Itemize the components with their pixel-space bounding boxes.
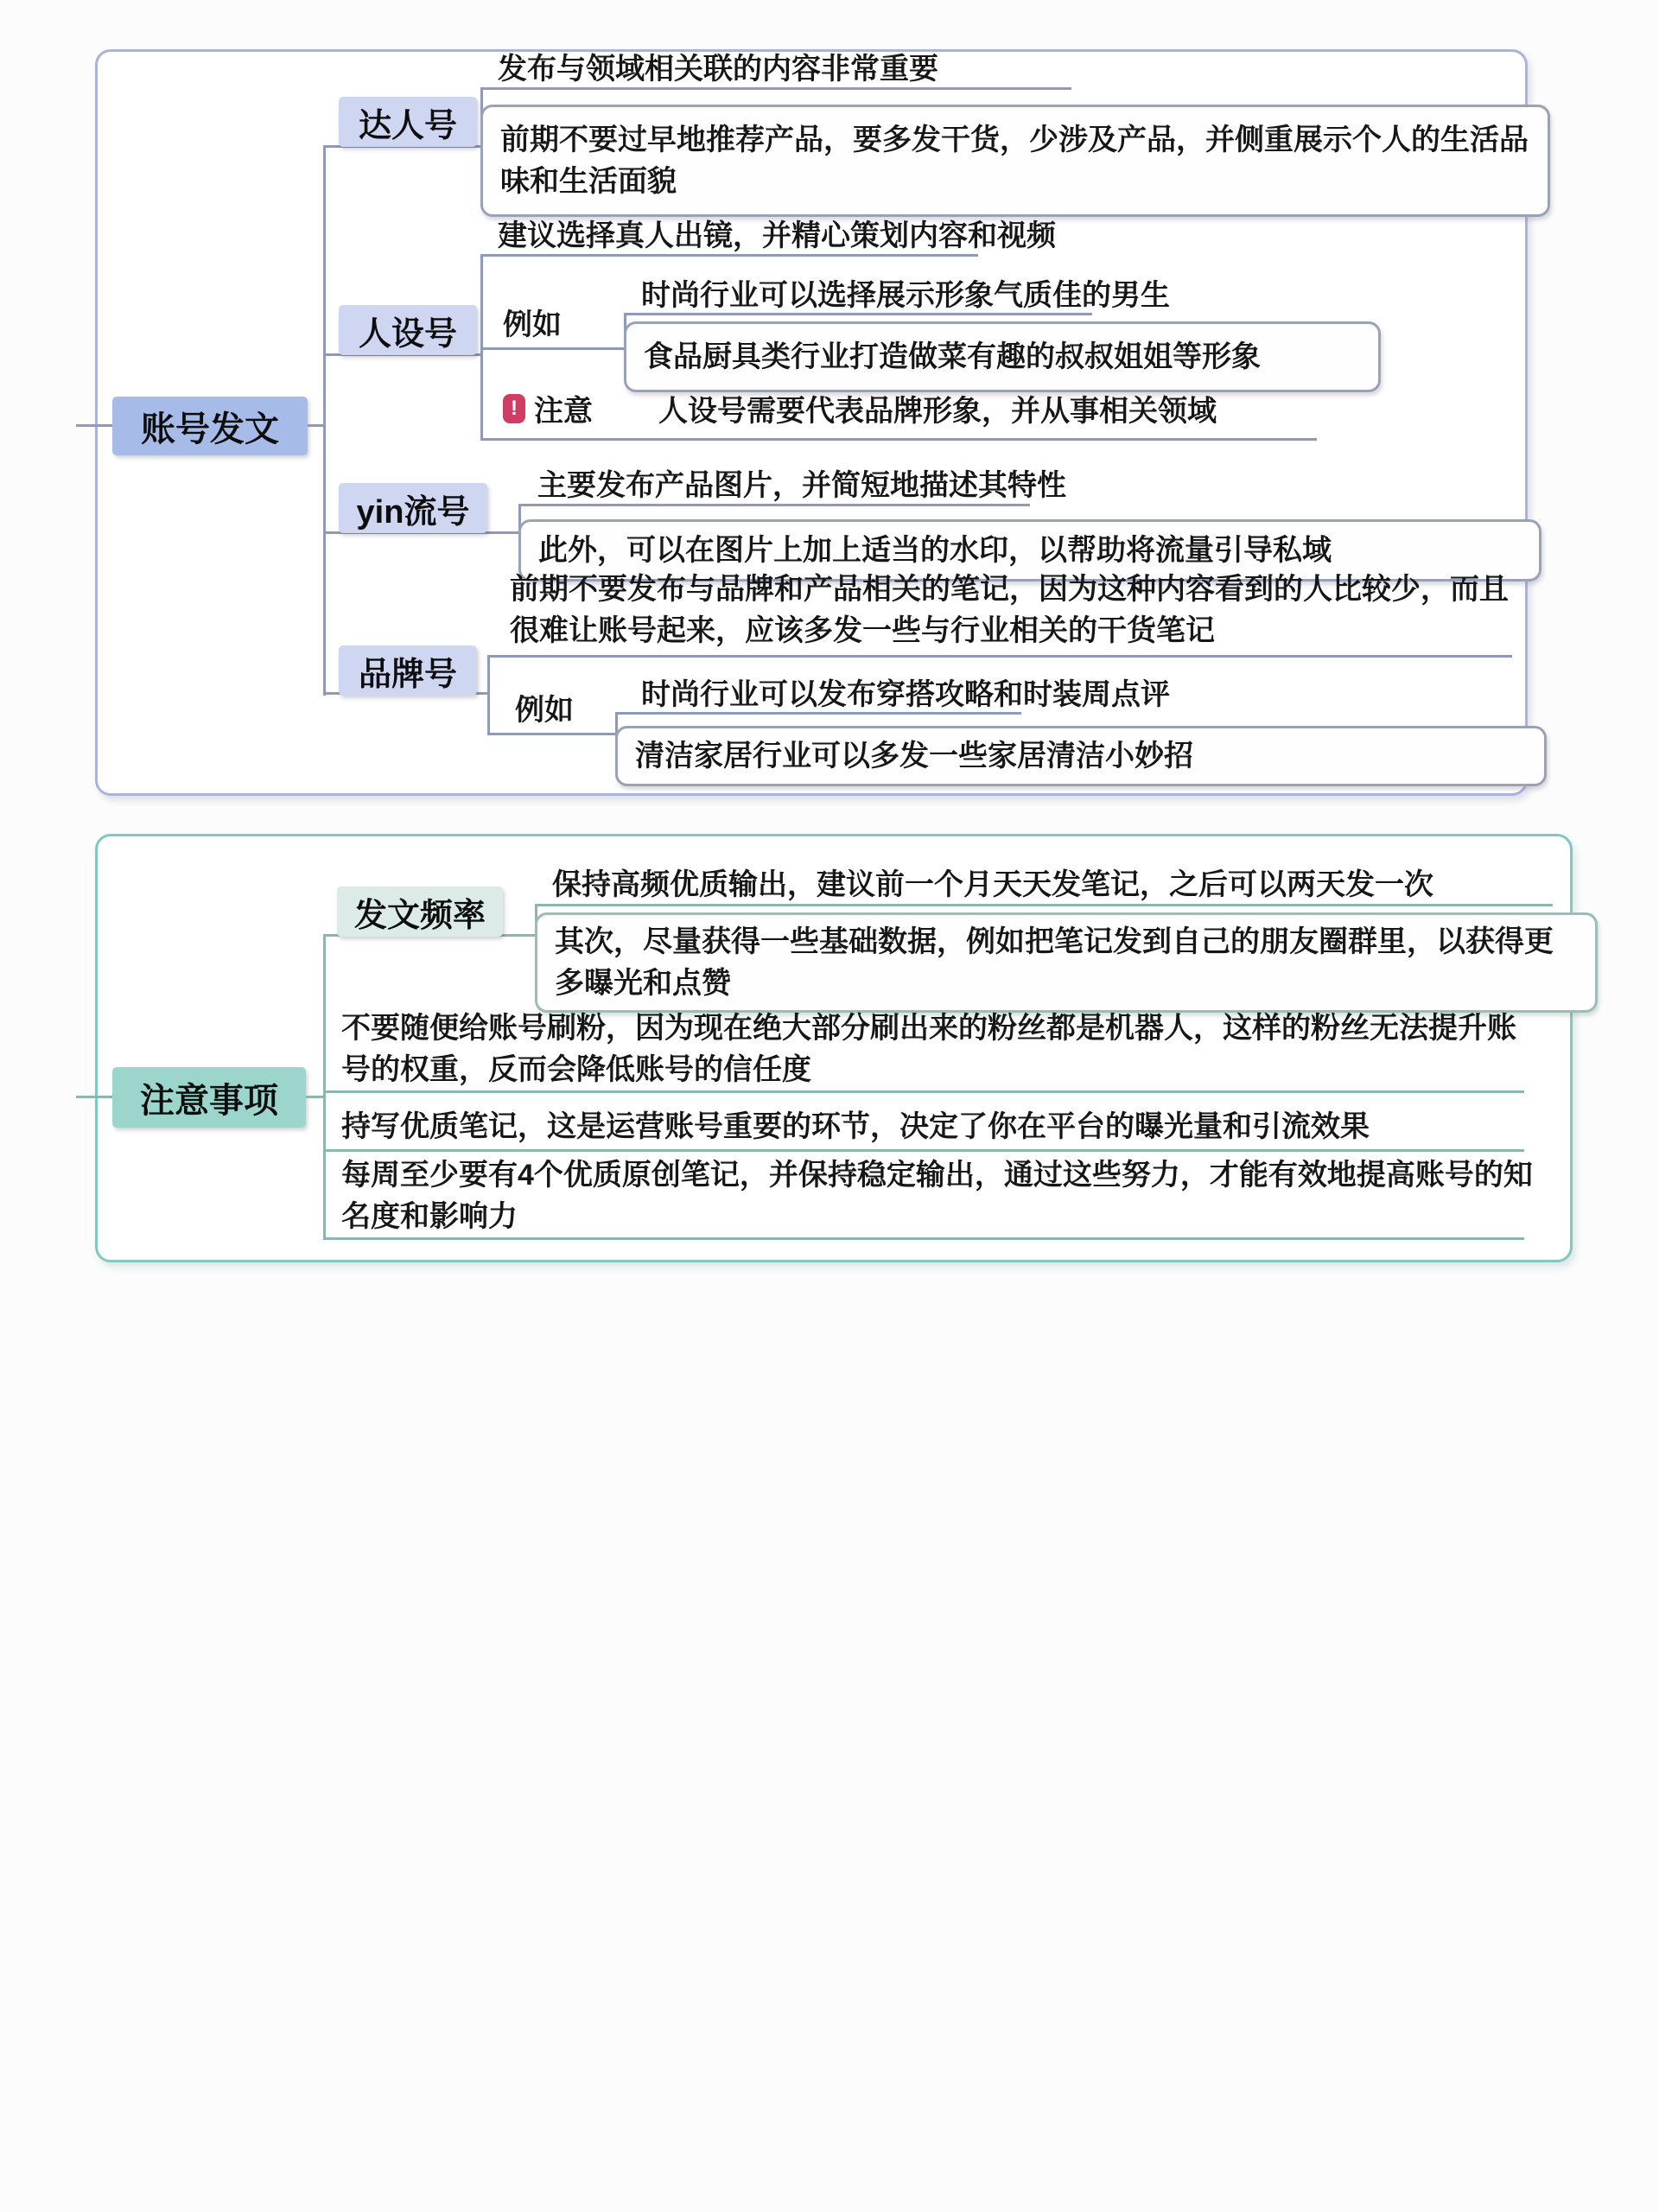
leaf-freq-1[interactable]: 保持高频优质输出，建议前一个月天天发笔记，之后可以两天发一次 — [552, 868, 1433, 901]
leaf-pinpai-1[interactable]: 前期不要发布与品牌和产品相关的笔记，因为这种内容看到的人比较少，而且很难让账号起来，应该多发一些与行业相关的干货笔记 — [510, 573, 1509, 647]
priority-marker-icon: ! — [503, 394, 525, 423]
underline-renshe-eg-1 — [624, 313, 1092, 315]
leaf-daren-1[interactable]: 发布与领域相关联的内容非常重要 — [498, 53, 938, 86]
leaf-renshe-eg-2[interactable]: 食品厨具类行业打造做菜有趣的叔叔姐姐等形象 — [624, 321, 1381, 392]
leaf-notice-1[interactable]: 不要随便给账号刷粉，因为现在绝大部分刷出来的粉丝都是机器人，这样的粉丝无法提升账号的权重，反而会降低账号的信任度 — [341, 1012, 1516, 1086]
underline-freq-1 — [535, 904, 1553, 906]
branch-yinliu-label[interactable]: yin流号 — [339, 483, 487, 533]
leaf-renshe-note[interactable]: 人设号需要代表品牌形象，并从事相关领域 — [658, 395, 1217, 428]
underline-notice-1 — [323, 1090, 1524, 1093]
root-node-account-posting[interactable]: 账号发文 — [112, 397, 308, 455]
spine-map2 — [323, 934, 326, 1239]
leaf-pinpai-eg-1[interactable]: 时尚行业可以发布穿搭攻略和时装周点评 — [641, 678, 1170, 711]
leaf-notice-2[interactable]: 持写优质笔记，这是运营账号重要的环节，决定了你在平台的曝光量和引流效果 — [341, 1110, 1370, 1143]
node-renshe-eg-label[interactable]: 例如 — [503, 308, 562, 341]
branch-renshe-label[interactable]: 人设号 — [339, 305, 477, 355]
underline-pinpai-eg-1 — [615, 712, 1021, 715]
underline-pinpai-1 — [487, 655, 1512, 658]
leaf-yinliu-2[interactable]: 此外，可以在图片上加上适当的水印，以帮助将流量引导私域 — [518, 519, 1541, 582]
branch-freq-label[interactable]: 发文频率 — [337, 887, 503, 937]
underline-daren-1 — [480, 87, 1071, 90]
leaf-freq-2[interactable]: 其次，尽量获得一些基础数据，例如把笔记发到自己的朋友圈群里，以获得更多曝光和点赞 — [535, 912, 1598, 1013]
underline-renshe-note — [480, 438, 1317, 441]
connector-root2-spine — [306, 1096, 325, 1098]
connector-root2-stub — [76, 1096, 116, 1098]
root-node-notices[interactable]: 注意事项 — [112, 1067, 306, 1128]
connector-root1-spine — [308, 424, 325, 427]
underline-yinliu-1 — [518, 504, 1030, 506]
underline-renshe-1 — [480, 254, 978, 257]
leaf-renshe-eg-1[interactable]: 时尚行业可以选择展示形象气质佳的男生 — [641, 279, 1170, 312]
connector-root1-stub — [76, 424, 116, 427]
note-label[interactable]: 注意 — [534, 395, 593, 428]
branch-pinpai-label[interactable]: 品牌号 — [339, 645, 477, 696]
leaf-daren-2[interactable]: 前期不要过早地推荐产品，要多发干货，少涉及产品，并侧重展示个人的生活品味和生活面貌 — [480, 105, 1550, 217]
spine-pinpai-children — [487, 655, 490, 734]
underline-notice-2 — [323, 1149, 1524, 1152]
node-pinpai-eg-label[interactable]: 例如 — [515, 694, 574, 727]
underline-notice-3 — [323, 1237, 1524, 1240]
leaf-yinliu-1[interactable]: 主要发布产品图片，并简短地描述其特性 — [537, 469, 1066, 502]
leaf-renshe-1[interactable]: 建议选择真人出镜，并精心策划内容和视频 — [498, 219, 1056, 252]
spine-map1 — [323, 145, 326, 696]
branch-daren-label[interactable]: 达人号 — [339, 97, 477, 147]
leaf-notice-3[interactable]: 每周至少要有4个优质原创笔记，并保持稳定输出，通过这些努力，才能有效地提高账号的知名度和影响力 — [341, 1159, 1533, 1233]
leaf-pinpai-eg-2[interactable]: 清洁家居行业可以多发一些家居清洁小妙招 — [615, 726, 1547, 786]
connector-pinpai-eg — [487, 733, 615, 735]
connector-renshe-eg — [480, 347, 624, 350]
